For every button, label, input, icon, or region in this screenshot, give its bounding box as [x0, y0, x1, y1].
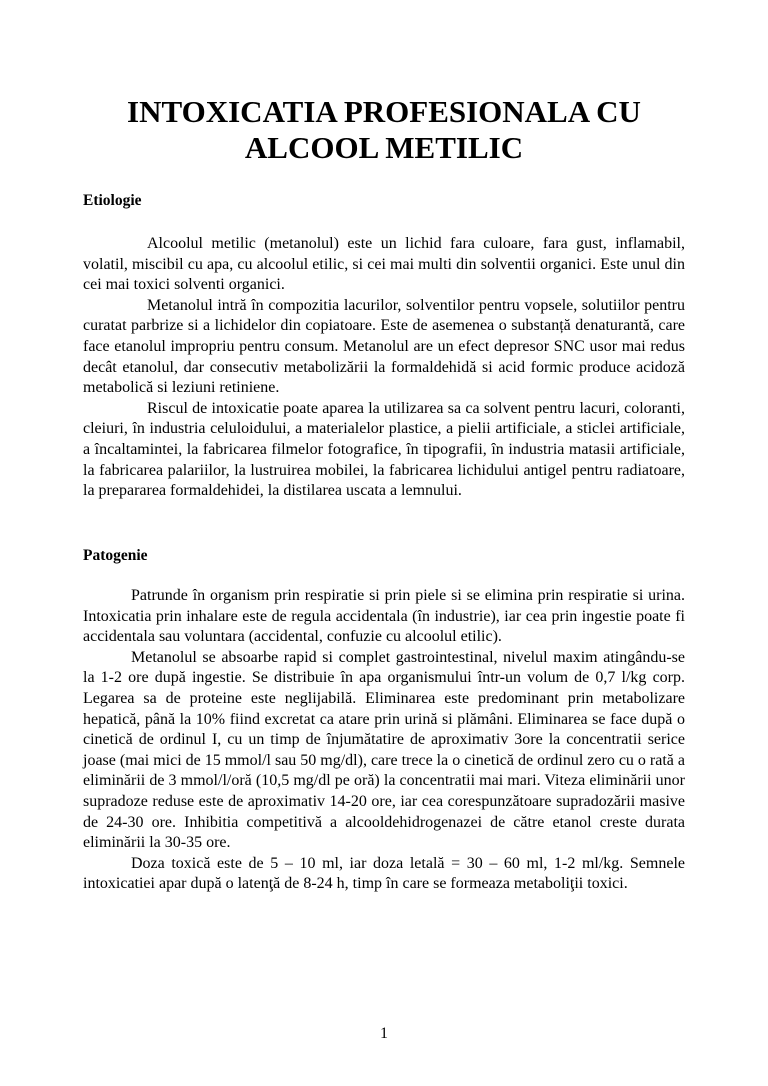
- section-body-patogenie: [83, 586, 685, 895]
- title-line-2: ALCOOL METILIC: [244, 130, 524, 165]
- page-number: 1: [380, 1025, 388, 1042]
- section-heading-patogenie: Patogenie: [83, 547, 148, 564]
- paragraph: Patrunde în organism prin respiratie si prin piele si se elimina prin respiratie si urina. Intoxicatia prin inhalare este de regula accidentala (în industrie), iar cea prin ingestie poate fi accidentala sau voluntara (accidental, confuzie cu alcoolul etilic).: [83, 587, 685, 646]
- title-line-1: INTOXICATIA PROFESIONALA CU: [127, 94, 641, 129]
- paragraph: Alcoolul metilic (metanolul) este un lichid fara culoare, fara gust, inflamabil, volatil, miscibil cu apa, cu alcoolul etilic, si cei mai multi din solventii organici. Este unul din cei mai toxici solventi organici.: [83, 235, 685, 294]
- paragraph: Riscul de intoxicatie poate aparea la utilizarea sa ca solvent pentru lacuri, coloranti, cleiuri, în industria celuloidului, a materialelor plastice, a pielii artificiale, a sticlei artificiale, a încaltamintei, la fabricarea filmelor fotografice, în tipografii, în industria matasii artificiale, la fabricarea palariilor, la lustruirea mobilei, la fabricarea lichidului antigel pentru radiatoare, la prepararea formaldehidei, la distilarea uscata a lemnului.: [83, 399, 685, 500]
- paragraph: Doza toxică este de 5 – 10 ml, iar doza letală = 30 – 60 ml, 1-2 ml/kg. Semnele intoxicatiei apar după o latenţă de 8-24 h, timp în care se formeaza metaboliţii toxici.: [83, 854, 685, 893]
- page-title: [60, 94, 708, 166]
- section-body-etiologie: [83, 234, 685, 502]
- paragraph: Metanolul se absoarbe rapid si complet gastrointestinal, nivelul maxim atingându-se la 1-2 ore după ingestie. Se distribuie în apa organismului într-un volum de 0,7 l/kg corp. Legarea sa de proteine este neglijabilă. Eliminarea este predominant prin metabolizare hepatică, până la 10% fiind excretat ca atare prin urină si plămâni. Eliminarea se face după o cinetică de ordinul I, cu un timp de înjumătatire de aproximativ 3ore la concentratii serice joase (mai mici de 15 mmol/l sau 50 mg/dl), care trece la o cinetică de ordinul zero cu o rată a eliminării de 3 mmol/l/oră (10,5 mg/dl pe oră) la concentratii mai mari. Viteza eliminării unor supradoze reduse este de aproximativ 14-20 ore, iar cea corespunzătoare supradozării masive de 24-30 ore. Inhibitia competitivă a alcooldehidrogenazei de către etanol creste durata eliminării la 30-35 ore.: [83, 648, 685, 852]
- section-heading-etiologie: Etiologie: [83, 192, 142, 209]
- paragraph: Metanolul intră în compozitia lacurilor, solventilor pentru vopsele, solutiilor pentru curatat parbrize si a lichidelor din copiatoare. Este de asemenea o substanță denaturantă, care face etanolul impropriu pentru consum. Metanolul are un efect depresor SNC usor mai redus decât etanolul, dar consecutiv metabolizării la formaldehidă si acid formic produce acidoză metabolică si leziuni retiniene.: [83, 296, 685, 397]
